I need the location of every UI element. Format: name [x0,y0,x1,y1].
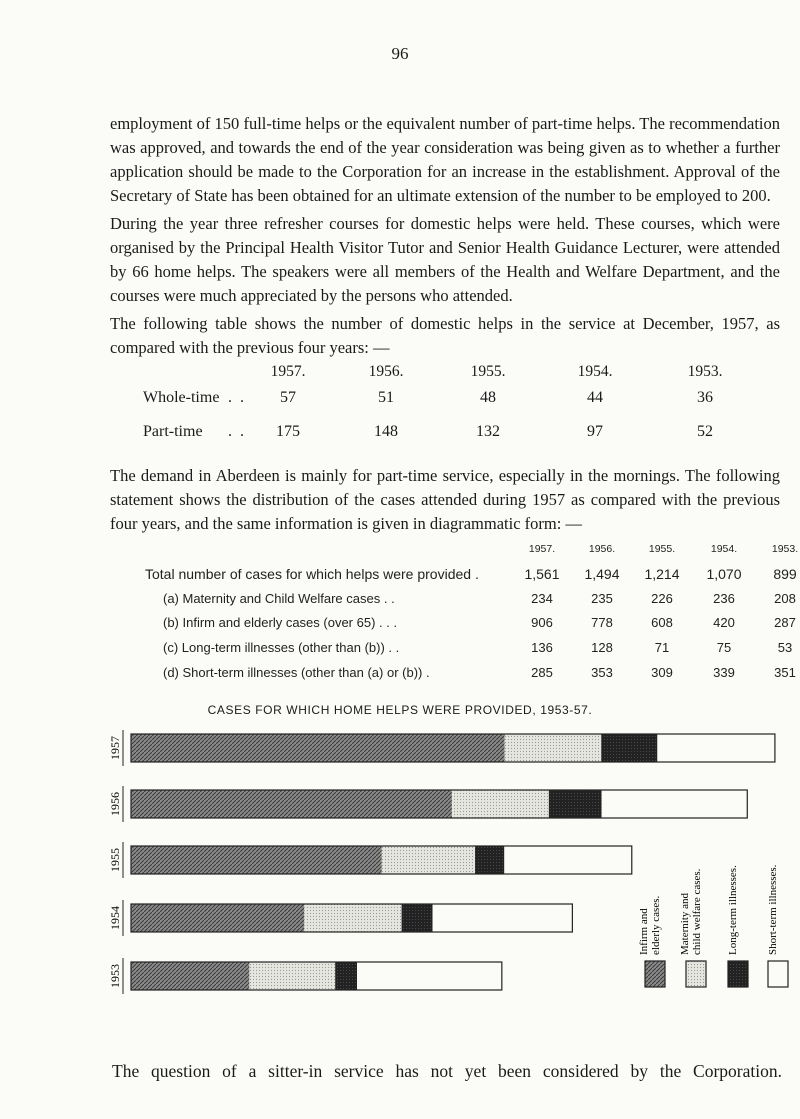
cell: 309 [651,665,673,680]
cell: 48 [480,389,496,406]
legend-swatch-long-term [728,961,748,987]
row-label: Total number of cases for which helps were provided . [145,566,479,582]
bar-maternity-1955 [382,846,475,874]
year-header: 1954. [577,363,613,380]
cell: 420 [713,615,735,630]
cell: 175 [276,423,300,440]
bar-long-term-1954 [402,904,433,932]
row-label: (b) Infirm and elderly cases (over 65) . . . [163,615,398,630]
legend-label-long-term: Long-term illnesses. [727,865,739,955]
bar-long-term-1953 [335,962,357,990]
legend-swatch-infirm [645,961,665,987]
page-number: 96 [391,44,409,63]
cell: 235 [591,591,613,606]
year-header: 1957. [270,363,306,380]
bar-infirm-1954 [131,904,304,932]
bar-short-term-1954 [433,904,573,932]
cell: 778 [591,615,613,630]
bar-short-term-1957 [657,734,775,762]
cell: 128 [591,640,613,655]
year-header: 1957. [528,543,556,555]
cell: 36 [697,389,713,406]
cell: 1,214 [644,566,680,582]
cell: 53 [777,640,793,655]
bar-infirm-1955 [131,846,382,874]
cell: 339 [713,665,735,680]
cell: 208 [774,591,796,606]
cell: 57 [280,389,296,406]
bar-long-term-1956 [549,790,602,818]
cell: 52 [697,423,713,440]
bar-maternity-1953 [249,962,335,990]
legend-label-infirm: elderly cases. [650,895,662,955]
cell: 97 [587,423,603,440]
year-header: 1955. [470,363,506,380]
year-axis-label: 1956 [108,792,122,816]
row-label: (d) Short-term illnesses (other than (a) or (b)) . [163,665,430,680]
legend-label-infirm: Infirm and [638,908,650,955]
cell: 71 [654,640,670,655]
bar-maternity-1957 [505,734,602,762]
bar-infirm-1953 [131,962,249,990]
row-label: Whole-time [143,389,220,406]
legend-swatch-short-term [768,961,788,987]
cell: 236 [713,591,735,606]
year-header: 1954. [710,543,738,555]
bar-long-term-1955 [475,846,504,874]
bar-maternity-1954 [304,904,401,932]
paragraph-refresher-courses: During the year three refresher courses for domestic helps were held. These courses, which were organised by the Principal Health Visitor Tutor and Senior Health Guidance Lecturer, were attended by 66 home helps. The speakers were all members of the Health and Welfare Department, and the courses were much appreciated by the persons who attended. [110,214,780,305]
closing-text: The question of a sitter-in service has not yet been considered by the Corporation. [112,1061,782,1081]
cell: 234 [531,591,553,606]
bar-infirm-1956 [131,790,452,818]
cell: 51 [378,389,394,406]
bar-short-term-1953 [357,962,502,990]
bar-short-term-1955 [504,846,631,874]
year-axis-label: 1953 [108,964,122,988]
paragraph-demand: The demand in Aberdeen is mainly for part-time service, especially in the mornings. The following statement shows the distribution of the cases attended during 1957 as compared with the previous four years, and the same information is given in diagrammatic form: — [110,466,780,533]
bar-long-term-1957 [601,734,657,762]
legend-label-maternity: Maternity and [679,892,691,955]
year-header: 1953. [771,543,799,555]
cell: 75 [716,640,732,655]
legend-label-short-term: Short-term illnesses. [767,864,779,955]
legend-swatch-maternity [686,961,706,987]
cell: 287 [774,615,796,630]
cell: 351 [774,665,796,680]
year-axis-label: 1957 [108,736,122,760]
bar-short-term-1956 [602,790,748,818]
cell: 44 [587,389,603,406]
year-axis-label: 1954 [108,906,122,930]
closing-paragraph [112,1059,782,1084]
cell: 1,070 [706,566,742,582]
cell: 136 [531,640,553,655]
cell: 1,561 [524,566,560,582]
paragraph-establishment: employment of 150 full-time helps or the equivalent number of part-time helps. The recommendation was approved, and towards the end of the year consideration was being given as to whether a further application should be made to the Corporation for an increase in the establishment. Approval of the Secretary of State has been obtained for an ultimate extension of the number to be employed to 200. [110,114,780,205]
legend-label-maternity: child welfare cases. [691,868,703,955]
year-header: 1955. [648,543,676,555]
row-label: Part-time [143,423,203,440]
cell: 148 [374,423,398,440]
chart-title: CASES FOR WHICH HOME HELPS WERE PROVIDED, 1953-57. [207,703,593,717]
paragraph-table-intro: The following table shows the number of domestic helps in the service at December, 1957, as compared with the previous four years: — [110,314,780,357]
year-axis-label: 1955 [108,848,122,872]
year-header: 1956. [588,543,616,555]
cell: 132 [476,423,500,440]
row-label: (c) Long-term illnesses (other than (b)) . . [163,640,400,655]
bar-infirm-1957 [131,734,505,762]
row-label: (a) Maternity and Child Welfare cases . . [163,591,395,606]
cell: 608 [651,615,673,630]
cell: 1,494 [584,566,620,582]
cell: 906 [531,615,553,630]
cell: 226 [651,591,673,606]
year-header: 1953. [687,363,723,380]
cell: 285 [531,665,553,680]
bar-maternity-1956 [452,790,549,818]
year-header: 1956. [368,363,404,380]
cell: 353 [591,665,613,680]
cell: 899 [773,566,797,582]
